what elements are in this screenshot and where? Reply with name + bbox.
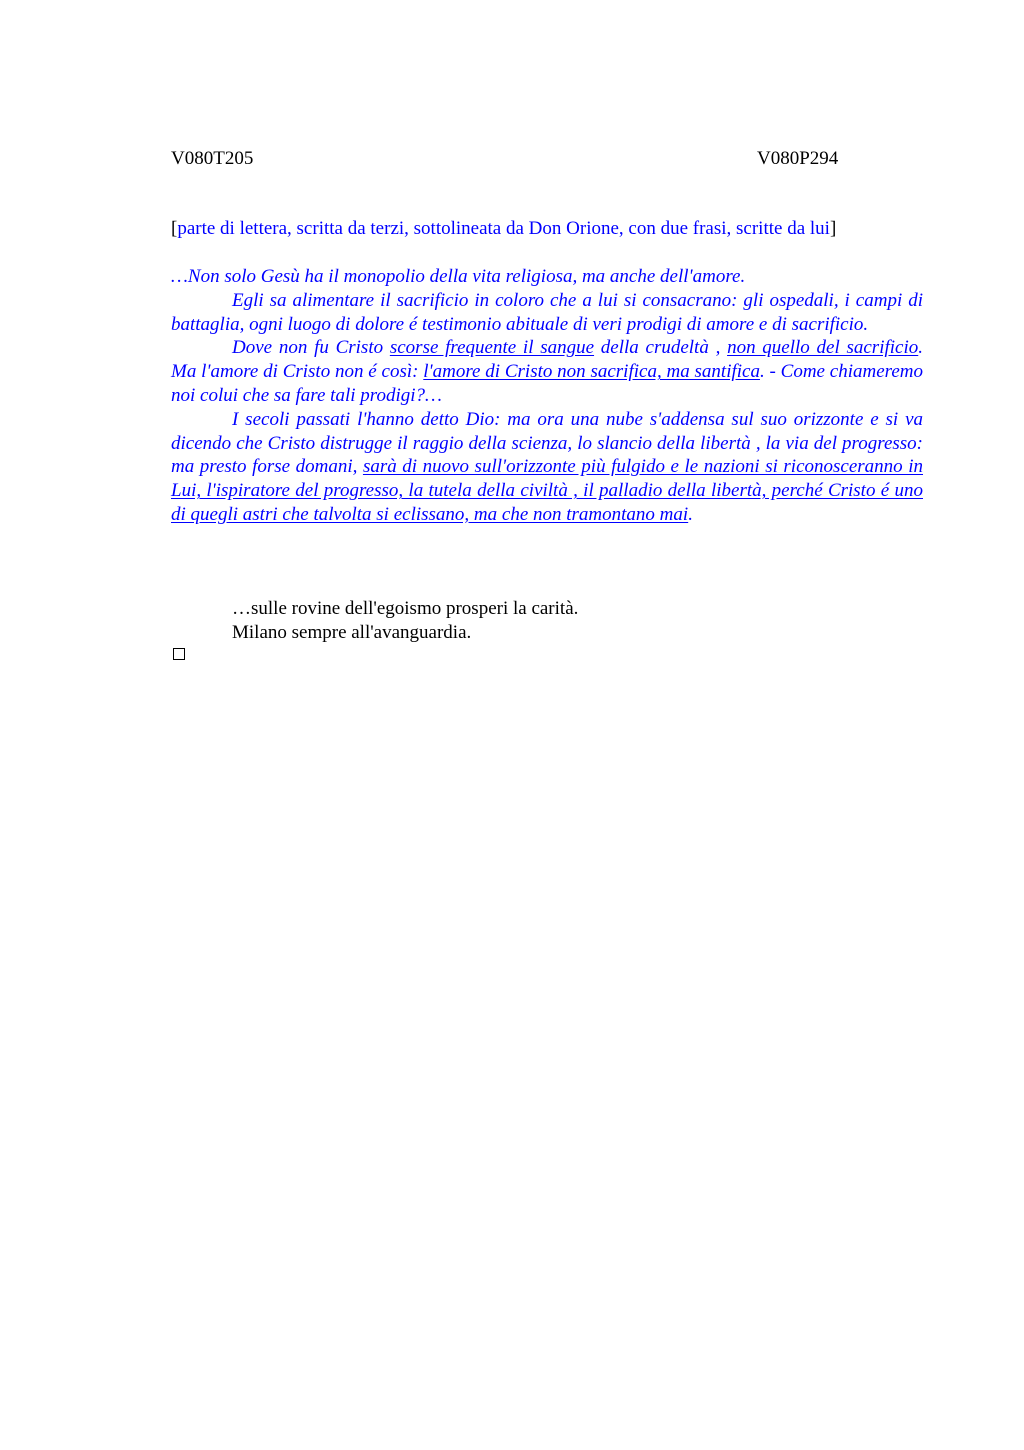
underlined-phrase: l'amore di Cristo non sacrifica, ma santifica	[423, 361, 760, 383]
note-close-bracket: ]	[829, 218, 837, 239]
closing-line-2: Milano sempre all'avanguardia.	[232, 622, 472, 643]
note-text: parte di lettera, scritta da terzi, sottolineata da Don Orione, con due frasi, scritte da lui	[177, 218, 830, 239]
underlined-phrase: sarà di nuovo sull'orizzonte più fulgido e le nazioni si riconosceranno in Lui, l'ispiratore del progresso, la tutela della civiltà , il palladio della libertà, perché Cristo é uno di quegli astri che talvolta si eclissano, ma che non tramontano mai	[171, 456, 923, 525]
excerpt-text: della crudeltà ,	[594, 337, 728, 359]
excerpt-text: . Ma l'amore di Cristo non é così:	[171, 337, 923, 383]
excerpt-text: I secoli passati l'hanno detto Dio: ma ora una nube s'addensa sul suo orizzonte e si va dicendo che Cristo distrugge il raggio della scienza, lo slancio della libertà , la via del progresso: ma presto forse domani,	[171, 408, 923, 478]
closing-phrases	[232, 597, 578, 645]
excerpt-paragraph-2: Egli sa alimentare il sacrificio in coloro che a lui si consacrano: gli ospedali, i campi di battaglia, ogni luogo di dolore é testimonio abituale di veri prodigi di amore e di sacrificio.	[171, 289, 923, 335]
underlined-phrase: scorse frequente il sangue	[389, 337, 595, 359]
letter-excerpt	[171, 265, 923, 527]
excerpt-paragraph-1: …Non solo Gesù ha il monopolio della vita religiosa, ma anche dell'amore.	[171, 266, 746, 287]
excerpt-paragraph-3	[171, 336, 923, 407]
end-of-document-box	[173, 648, 185, 660]
note-open-bracket: [	[171, 218, 178, 239]
underlined-phrase: non quello del sacrificio	[727, 337, 919, 359]
excerpt-text: .	[688, 503, 693, 525]
excerpt-text: Dove non fu Cristo	[232, 337, 390, 359]
document-code-left: V080T205	[171, 148, 254, 169]
editorial-note	[171, 217, 931, 241]
document-code-right: V080P294	[757, 148, 839, 169]
closing-line-1: …sulle rovine dell'egoismo prosperi la carità.	[232, 598, 579, 619]
excerpt-paragraph-4	[171, 408, 923, 527]
excerpt-text: . - Come chiameremo noi colui che sa fare tali prodigi?…	[171, 361, 923, 406]
